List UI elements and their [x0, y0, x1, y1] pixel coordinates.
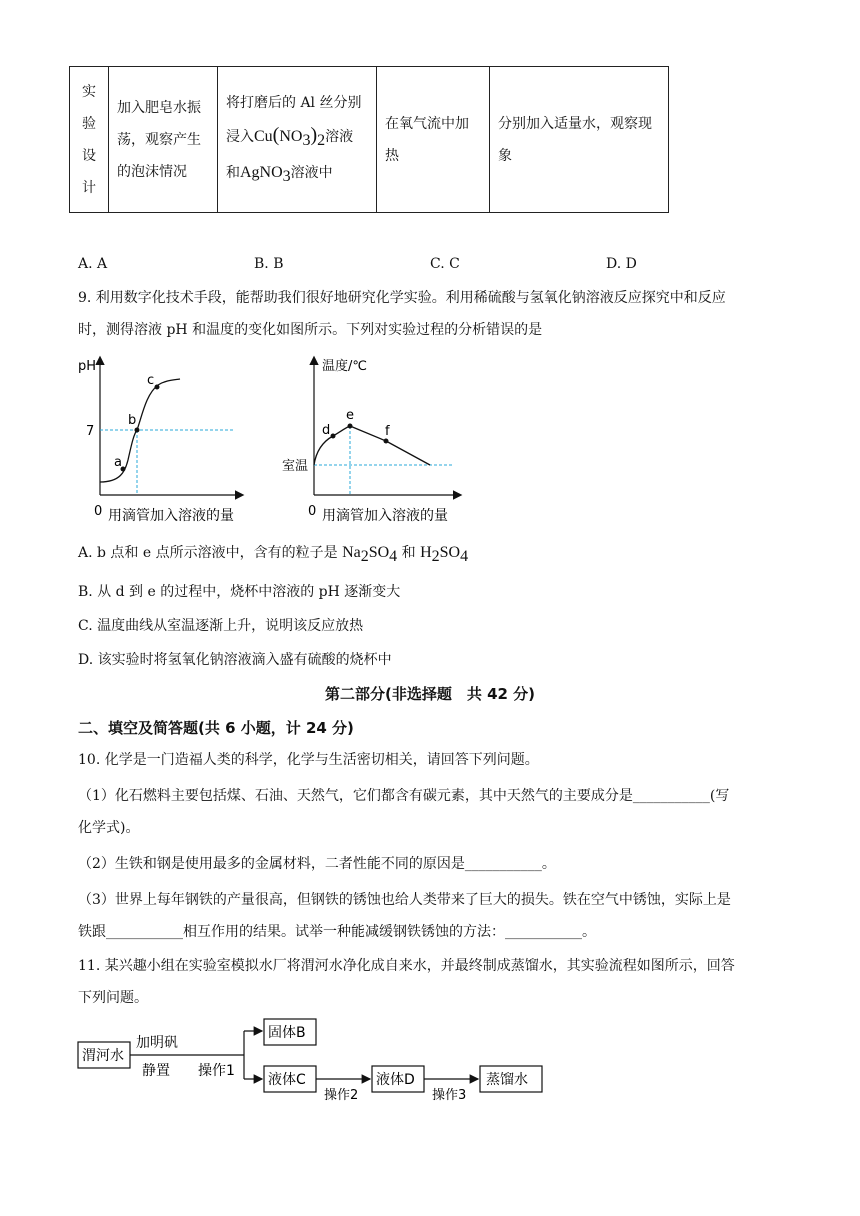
- formula-paren: ): [310, 123, 318, 146]
- q11-stem-line1: 11. 某兴趣小组在实验室模拟水厂将渭河水净化成自来水，并最终制成蒸馏水，其实验流程如图所示，回答: [78, 958, 735, 974]
- q10-part3-line2: 铁跟___________相互作用的结果。试举一种能减缓钢铁锈蚀的方法：___________。: [78, 924, 596, 940]
- q10-part3-line1: （3）世界上每年钢铁的产量很高，但钢铁的锈蚀也给人类带来了巨大的损失。铁在空气中锈蚀，实际上是: [78, 892, 731, 908]
- row-header-cell: [70, 67, 109, 213]
- design-cell-c: [377, 67, 490, 213]
- temp-point-f: [384, 439, 389, 444]
- design-b-line2: [226, 119, 368, 157]
- formula-so: SO: [368, 544, 390, 561]
- ph-x-label: 用滴管加入溶液的量: [108, 508, 234, 524]
- design-b-line3: [226, 157, 368, 193]
- flow-step1-top: 加明矾: [136, 1035, 178, 1051]
- temp-label-d: d: [322, 423, 331, 438]
- row-header-char: 设: [82, 147, 96, 164]
- design-cell-a: [109, 67, 218, 213]
- section2-title: 二、填空及简答题(共 6 小题，计 24 分): [78, 719, 354, 737]
- formula-h: H: [420, 544, 432, 561]
- flow-diagram: [74, 1015, 554, 1105]
- q10-part1-line2: 化学式)。: [78, 820, 140, 836]
- ph-label-a: a: [114, 455, 122, 470]
- ph-tick-7: 7: [86, 424, 95, 439]
- ph-label-b: b: [128, 413, 137, 428]
- q9-stem-line1: 9. 利用数字化技术手段，能帮助我们很好地研究化学实验。利用稀硫酸与氢氧化钠溶液反应探究中和反应: [78, 290, 726, 306]
- design-cell-b: [218, 67, 377, 213]
- q10-stem: 10. 化学是一门造福人类的科学，化学与生活密切相关，请回答下列问题。: [78, 752, 539, 768]
- design-b-line1: 将打磨后的 Al 丝分别: [226, 94, 362, 111]
- q10-part1-line1: （1）化石燃料主要包括煤、石油、天然气，它们都含有碳元素，其中天然气的主要成分是___________(写: [78, 788, 730, 804]
- ph-y-label: pH: [78, 359, 97, 374]
- design-b-text: 和: [226, 164, 240, 181]
- flow-op2: 操作2: [324, 1088, 359, 1103]
- formula-sub: 3: [302, 131, 311, 149]
- option-b[interactable]: B. B: [254, 256, 284, 272]
- formula-sub: 4: [460, 547, 469, 565]
- ph-graph: [70, 350, 270, 530]
- flow-step1-bottom: 静置: [142, 1063, 170, 1079]
- formula-cu: Cu: [254, 127, 273, 145]
- q9-stem-line2: 时，测得溶液 pH 和温度的变化如图所示。下列对实验过程的分析错误的是: [78, 322, 543, 338]
- experiment-table: [69, 66, 669, 213]
- temp-label-f: f: [385, 424, 390, 439]
- formula-no: NO: [279, 127, 303, 145]
- temp-point-e: [348, 424, 353, 429]
- option-a[interactable]: A. A: [78, 256, 108, 272]
- ph-origin: 0: [94, 504, 103, 519]
- ph-label-c: c: [147, 373, 155, 388]
- flow-solid-label: 固体B: [268, 1025, 306, 1041]
- formula-paren: (: [272, 123, 280, 146]
- design-cell-d: [490, 67, 669, 213]
- q9-option-d[interactable]: D. 该实验时将氢氧化钠溶液滴入盛有硫酸的烧杯中: [78, 652, 392, 668]
- flow-liquid-d-label: 液体D: [376, 1072, 415, 1088]
- q9-option-a[interactable]: [78, 543, 468, 567]
- design-b-text: 溶液: [325, 128, 354, 145]
- design-a-text: 加入肥皂水振荡，观察产生的泡沫情况: [117, 99, 201, 180]
- q10-part2: （2）生铁和钢是使用最多的金属材料，二者性能不同的原因是___________。: [78, 856, 556, 872]
- q9-option-a-text: A. b 点和 e 点所示溶液中，含有的粒子是: [78, 545, 343, 561]
- ph-point-b: [135, 428, 140, 433]
- design-d-text: 分别加入适量水，观察现象: [498, 115, 652, 164]
- formula-na: Na: [342, 544, 361, 561]
- formula-so: SO: [439, 544, 461, 561]
- formula-sub: 2: [360, 547, 369, 565]
- temp-origin: 0: [308, 504, 317, 519]
- ph-point-c: [155, 385, 160, 390]
- option-c[interactable]: C. C: [430, 256, 460, 272]
- temp-label-e: e: [346, 408, 354, 423]
- formula-sub: 2: [317, 131, 326, 149]
- design-b-text: 浸入: [226, 128, 254, 145]
- part2-title: 第二部分(非选择题 共 42 分): [324, 685, 536, 703]
- flow-op1: 操作1: [198, 1063, 235, 1079]
- table-row: [70, 67, 669, 213]
- formula-agno: AgNO: [240, 163, 283, 181]
- row-header-char: 实: [82, 83, 96, 100]
- flow-start-label: 渭河水: [82, 1048, 124, 1064]
- temp-y-label: 温度/℃: [322, 359, 367, 374]
- q11-stem-line2: 下列问题。: [78, 990, 148, 1006]
- flow-liquid-c-label: 液体C: [268, 1072, 306, 1088]
- temp-tick-room: 室温: [282, 459, 309, 474]
- flow-op3: 操作3: [432, 1088, 467, 1103]
- row-header-char: 计: [82, 179, 96, 196]
- q9-option-a-text: 和: [397, 545, 421, 561]
- q9-option-c[interactable]: C. 温度曲线从室温逐渐上升，说明该反应放热: [78, 618, 364, 634]
- temp-point-d: [331, 434, 336, 439]
- row-header-char: 验: [82, 115, 96, 132]
- q9-option-b[interactable]: B. 从 d 到 e 的过程中，烧杯中溶液的 pH 逐渐变大: [78, 584, 401, 600]
- temp-curve: [314, 426, 430, 465]
- option-d[interactable]: D. D: [606, 256, 637, 272]
- design-c-text: 在氧气流中加热: [385, 115, 469, 164]
- design-b-text: 溶液中: [290, 164, 333, 181]
- formula-sub: 3: [282, 167, 291, 185]
- formula-sub: 2: [431, 547, 440, 565]
- temp-x-label: 用滴管加入溶液的量: [322, 508, 448, 524]
- temp-graph: [278, 350, 478, 530]
- formula-sub: 4: [389, 547, 398, 565]
- flow-product-label: 蒸馏水: [486, 1072, 528, 1088]
